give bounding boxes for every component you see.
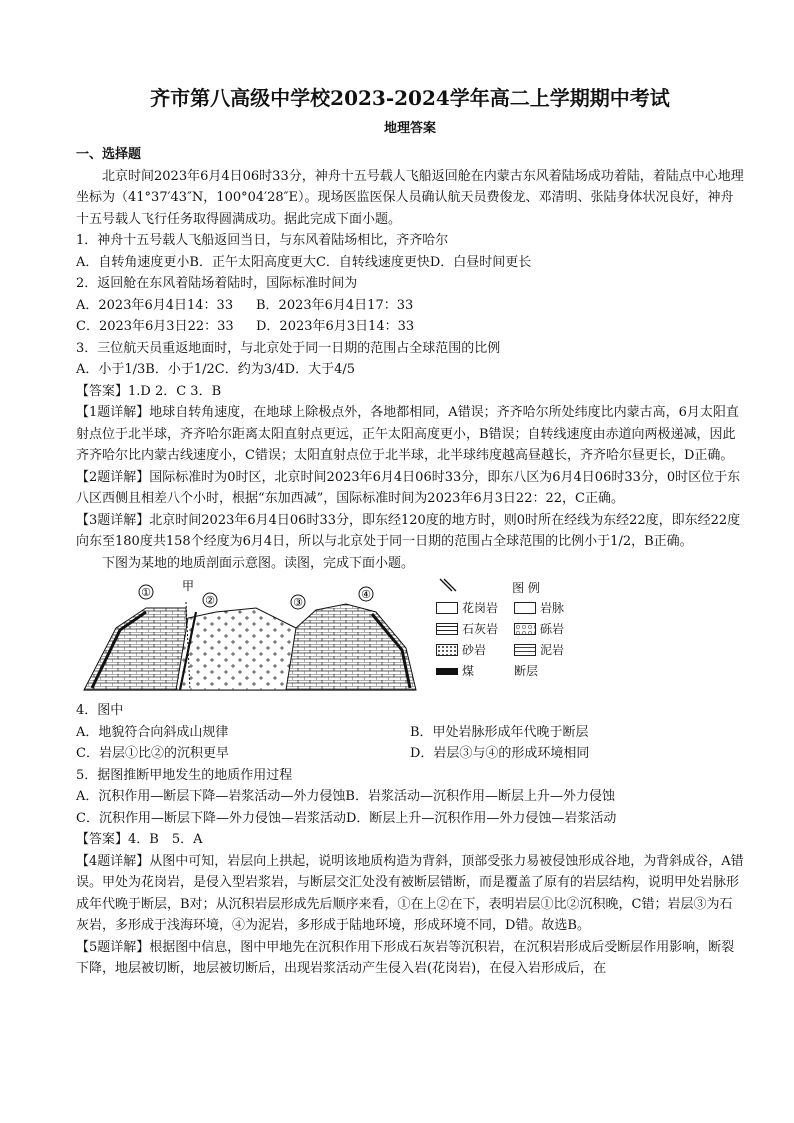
question-2-stem: 2．返回舱在东风着陆场着陆时，国际标准时间为: [76, 276, 358, 291]
question-5-options-line1: A．沉积作用—断层下降—岩浆活动—外力侵蚀B．岩浆活动—沉积作用—断层上升—外力侵蚀: [76, 789, 615, 804]
fault-swatch-icon: [436, 578, 458, 592]
option-c: C．岩层①比②的沉积更早: [76, 746, 229, 761]
legend-item-sandstone: 砂岩: [436, 640, 514, 660]
granite-swatch-icon: [436, 602, 458, 614]
option-a: A．地貌符合向斜成山规律: [76, 724, 229, 740]
option-d: D．2023年6月3日14：33: [256, 319, 415, 334]
option-d: D．岩层③与④的形成环境相同: [410, 746, 590, 761]
option-c: C．2023年6月3日22：33: [76, 319, 234, 334]
question-5-options-line2: C．沉积作用—断层下降—外力侵蚀—岩浆活动D．断层上升—沉积作用—外力侵蚀—岩浆活动: [76, 810, 617, 826]
detail-5: 【5题详解】根据图中信息，图中甲地先在沉积作用下形成石灰岩等沉积岩，在沉积岩形成后受断层作用影响，断裂下降，地层被切断，地层被切断后，出现岩浆活动产生侵入岩(花岗岩)，在侵入岩形成后，在: [76, 939, 735, 976]
figure-legend: [436, 578, 686, 681]
answer-line-1: 【答案】1.D 2．C 3．B: [76, 383, 222, 399]
legend-item-conglomerate: 砾岩: [514, 619, 592, 639]
detail-4: 【4题详解】从图中可知，岩层向上拱起，说明该地质构造为背斜，顶部受张力易被侵蚀形成谷地，为背斜成谷，A错误。甲处为花岗岩，是侵入型岩浆岩，与断层交汇处没有被断层错断，而是覆盖了原有的岩层结构，说明甲处岩脉形成年代晚于断层，B对；从沉积岩层形成先后顺序来看，①在上②在下，表明岩层①比②沉积晚，C错；岩层③为石灰岩，多形成于浅海环境，④为泥岩，多形成于陆地环境，形成环境不同，D错。故选B。: [76, 853, 744, 933]
legend-item-limestone: 石灰岩: [436, 619, 514, 639]
marker-2: ②: [205, 594, 215, 607]
option-b: B．2023年6月4日17：33: [256, 297, 414, 313]
legend-item-granite: 花岗岩: [436, 598, 514, 618]
label-jia: 甲: [181, 579, 195, 593]
page-title: 齐市第八高级中学校2023-2024学年高二上学期期中考试: [150, 86, 670, 110]
marker-4: ④: [361, 588, 371, 601]
geologic-section-drawing: [76, 578, 426, 696]
legend-item-vein: 岩脉: [514, 598, 592, 618]
right-anticline-limb: [286, 604, 416, 690]
legend-item-fault: 断层: [514, 661, 592, 681]
coal-swatch-icon: [436, 668, 458, 675]
page-subtitle: 地理答案: [383, 121, 436, 136]
legend-item-coal: 煤: [436, 661, 514, 681]
legend-item-mudstone: 泥岩: [514, 640, 592, 660]
detail-2: 【2题详解】国际标准时为0时区，北京时间2023年6月4日06时33分，即东八区为6月4日06时33分，0时区位于东八区西侧且相差八个小时，根据“东加西减”，国际标准时间为2023年6月3日22：22，C正确。: [76, 469, 741, 506]
question-5-stem: 5．据图推断甲地发生的地质作用过程: [76, 767, 293, 783]
geologic-section-figure: [76, 578, 744, 698]
question-4-stem: 4．图中: [76, 703, 124, 718]
question-1-options: A．自转角速度更小B．正午太阳高度更大C．自转线速度更快D．白昼时间更长: [76, 254, 532, 270]
question-4-options-row2: [76, 743, 744, 765]
question-3-options: A．小于1/3B．小于1/2C．约为3/4D．大于4/5: [76, 362, 355, 377]
detail-1: 【1题详解】地球自转角速度，在地球上除极点外，各地都相同，A错误；齐齐哈尔所处纬度比内蒙古高，6月太阳直射点位于北半球，齐齐哈尔距离太阳直射点更远，正午太阳高度更小，B错误；自转线速度由赤道向两极递减，因此齐齐哈尔比内蒙古线速度小，C错误；太阳直射点位于北半球，北半球纬度越高昼越长，齐齐哈尔昼更长，D正确。: [76, 405, 739, 463]
detail-3: 【3题详解】北京时间2023年6月4日06时33分，即东经120度的地方时，则0时所在经线为东经22度，即东经22度向东至180度共158个经度为6月4日，所以与北京处于同一日期的范围占全球范围的比例小于1/2，B正确。: [76, 512, 741, 549]
option-b: B．甲处岩脉形成年代晚于断层: [410, 724, 589, 740]
marker-1: ①: [141, 586, 151, 599]
question-4-options-row1: [76, 722, 744, 744]
mudstone-swatch-icon: [514, 644, 536, 656]
granite-body: [176, 608, 306, 690]
sandstone-swatch-icon: [436, 644, 458, 656]
limestone-swatch-icon: [436, 623, 458, 635]
marker-3: ③: [293, 596, 303, 609]
intro-paragraph-1: 北京时间2023年6月4日06时33分，神舟十五号载人飞船返回舱在内蒙古东风着陆场成功着陆，着陆点中心地理坐标为（41°37′43″N，100°04′28″E）。现场医监医保人员确认航天员费俊龙、邓清明、张陆身体状况良好，神舟十五号载人飞行任务取得圆满成功。据此完成下面小题。: [76, 168, 744, 227]
intro-paragraph-2: 下图为某地的地质剖面示意图。读图，完成下面小题。: [102, 555, 415, 571]
question-1-stem: 1．神舟十五号载人飞船返回当日，与东风着陆场相比，齐齐哈尔: [76, 233, 449, 248]
conglomerate-swatch-icon: [514, 623, 536, 635]
section-heading: 一、选择题: [76, 147, 142, 162]
option-a: A．2023年6月4日14：33: [76, 297, 234, 313]
question-2-options-row1: [76, 295, 744, 317]
vein-swatch-icon: [514, 602, 536, 614]
legend-title: 图 例: [512, 581, 540, 595]
answer-line-2: 【答案】4．B 5．A: [76, 832, 203, 847]
question-3-stem: 3．三位航天员重返地面时，与北京处于同一日期的范围占全球范围的比例: [76, 340, 501, 356]
question-2-options-row2: [76, 316, 744, 338]
